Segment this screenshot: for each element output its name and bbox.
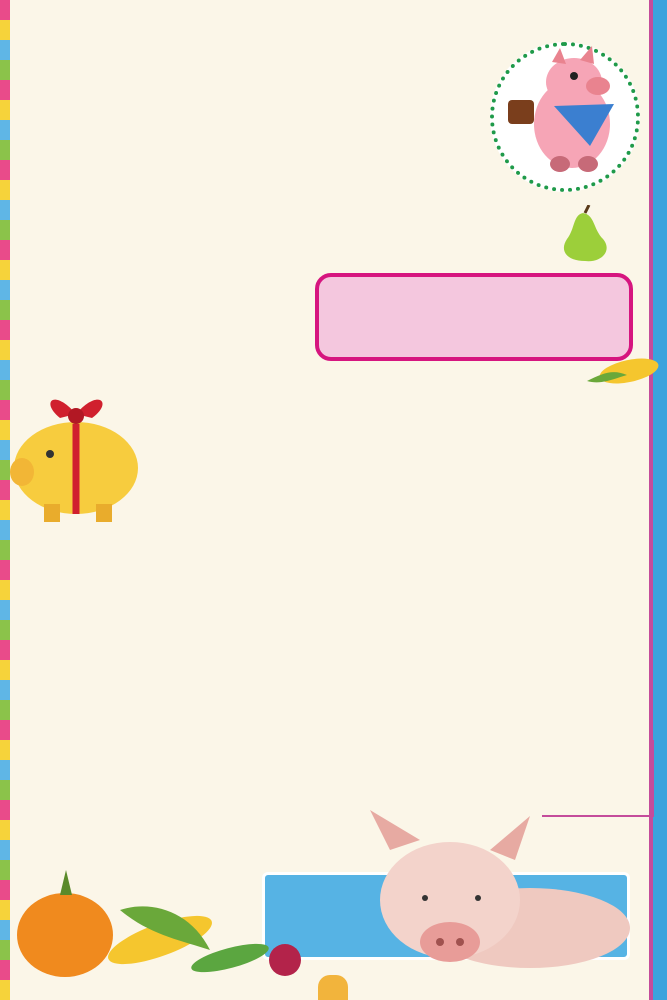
piggy-bank-with-bow-icon (4, 368, 154, 528)
piglet-photo (300, 810, 630, 970)
decorative-line (542, 740, 654, 817)
right-border (649, 0, 667, 1000)
vegetables-icon (10, 840, 310, 980)
page-number (318, 975, 348, 1000)
corn-icon (583, 355, 661, 387)
top-triangle-border (0, 0, 667, 28)
fact-box (315, 273, 633, 361)
pig-with-cup-icon (490, 42, 640, 192)
pear-icon (555, 205, 615, 263)
